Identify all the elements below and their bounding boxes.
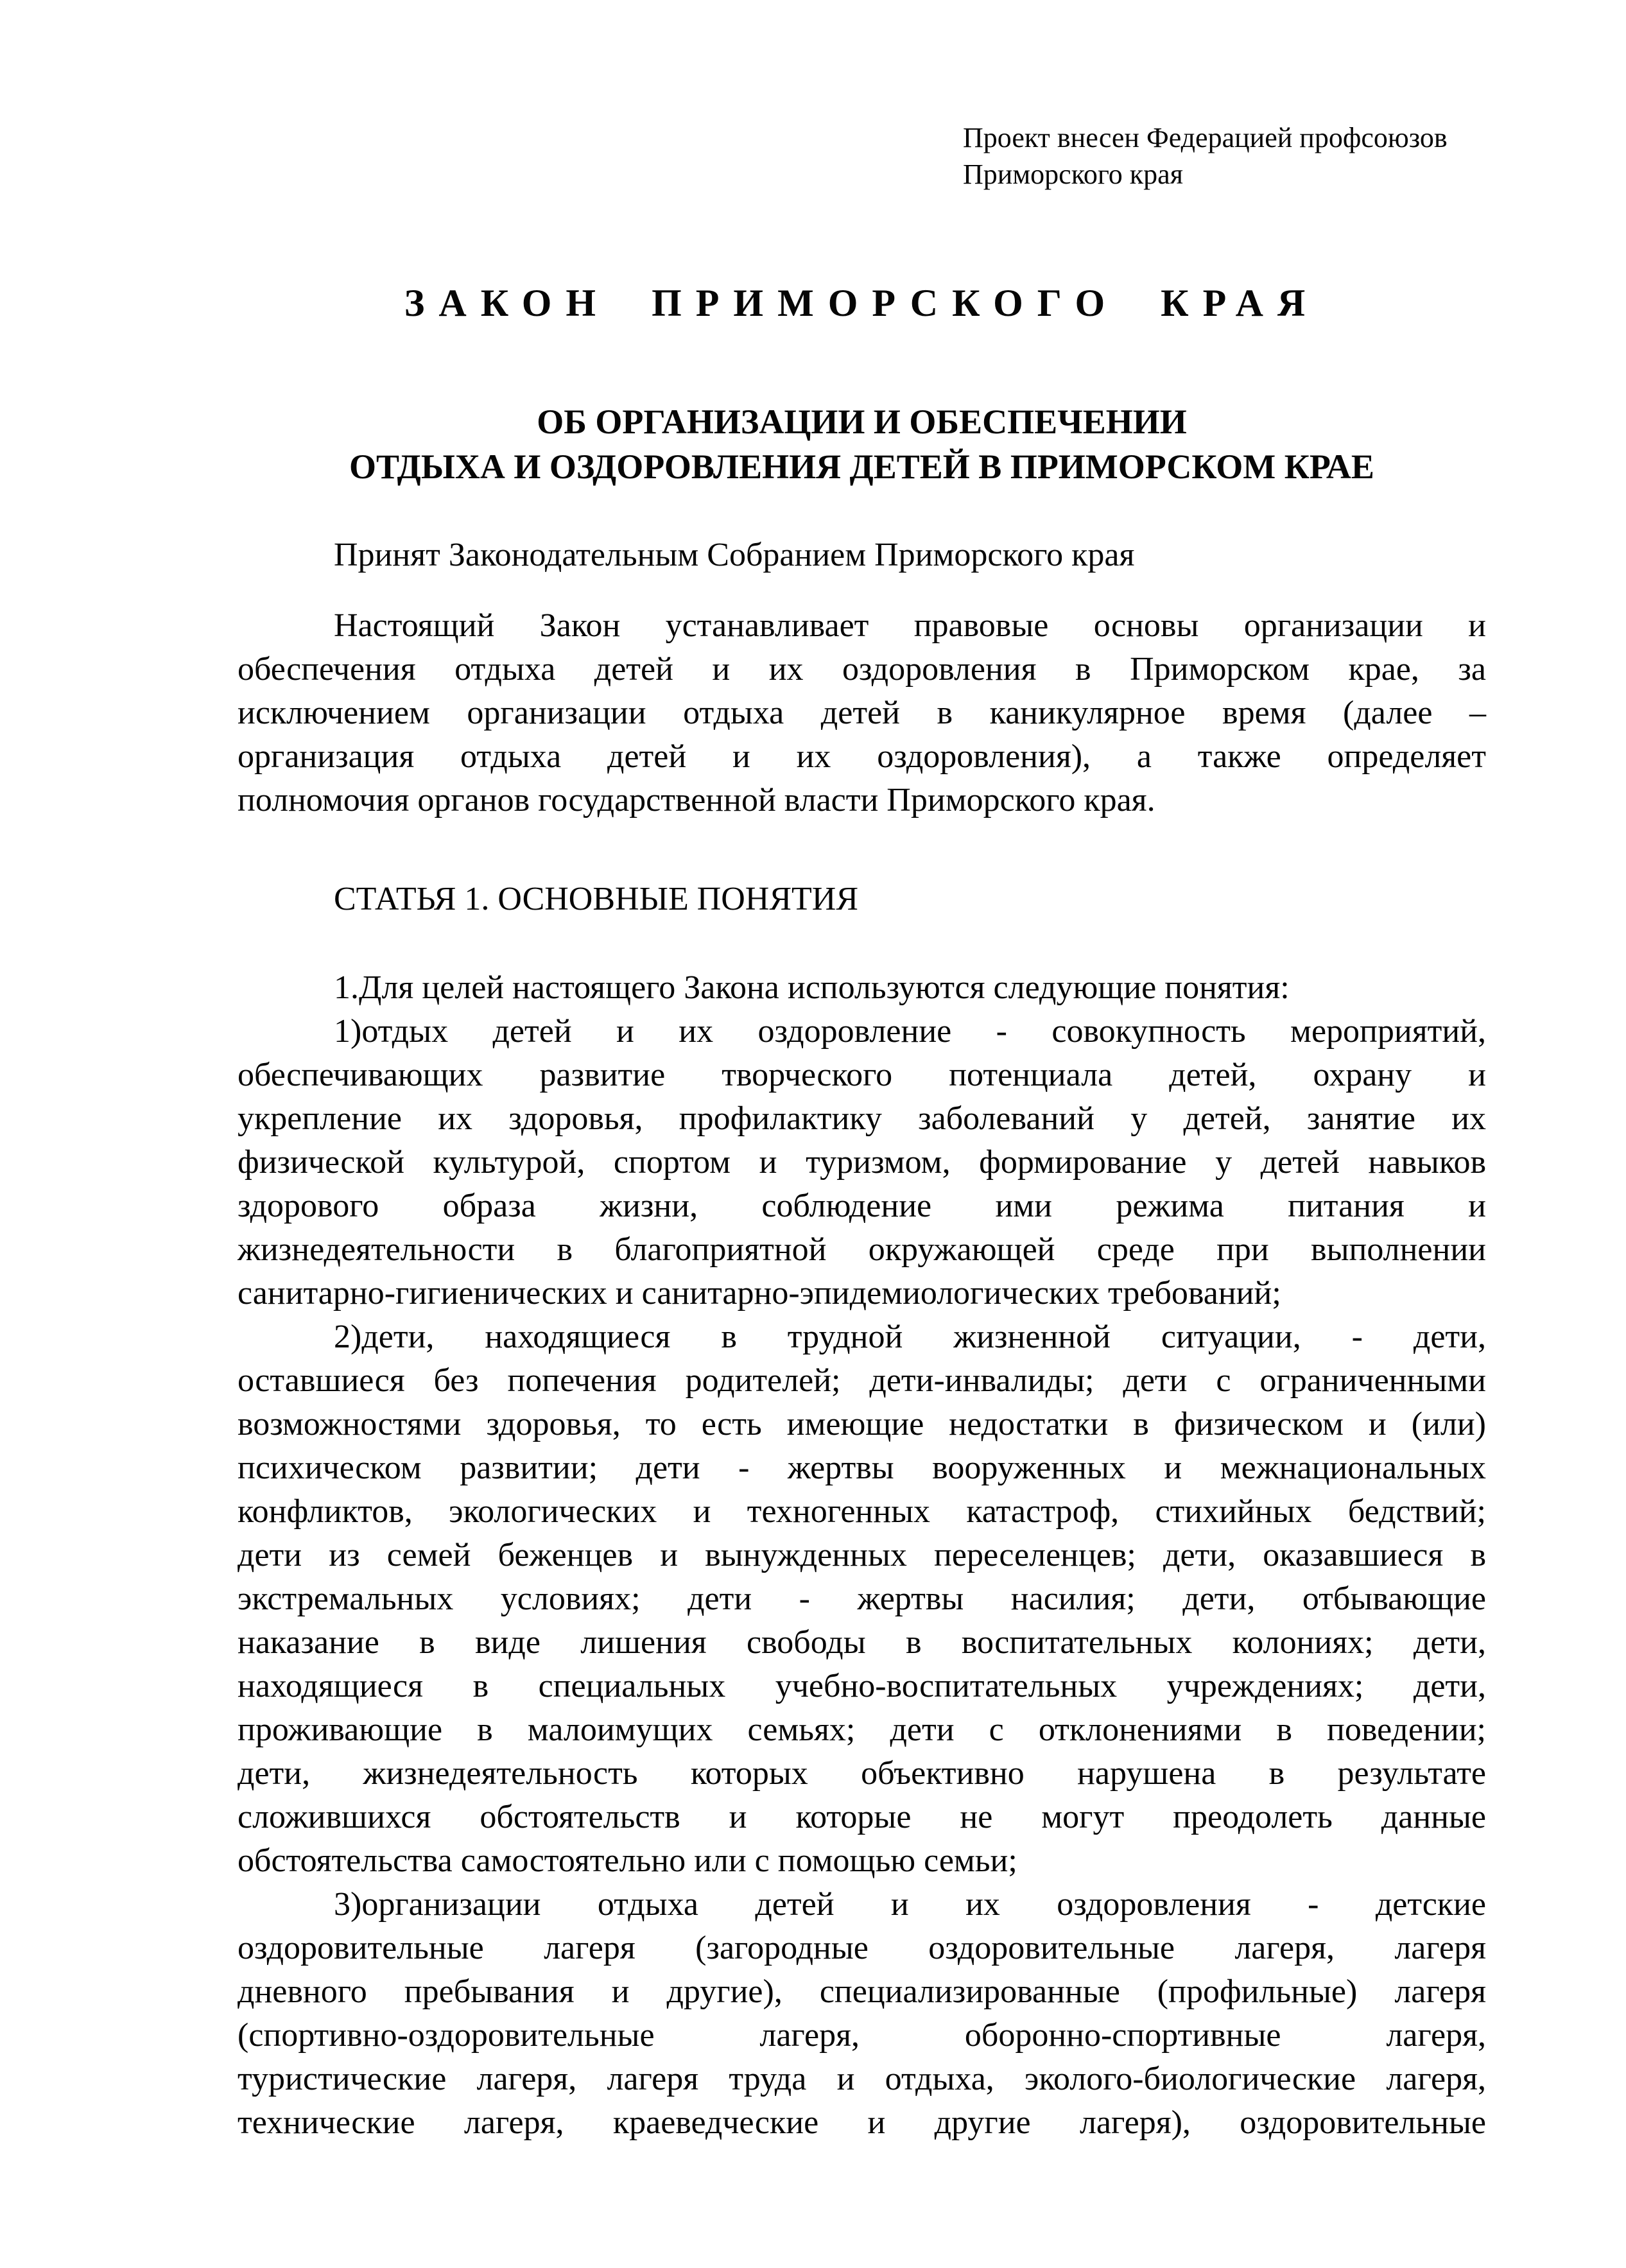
definition-line: обеспечивающих развитие творческого потенциала детей, охрану и bbox=[238, 1057, 1486, 1093]
document-body bbox=[238, 604, 1486, 2145]
document-subtitle-line: ОТДЫХА И ОЗДОРОВЛЕНИЯ ДЕТЕЙ В ПРИМОРСКОМ КРАЕ bbox=[349, 447, 1374, 486]
definition-line: оставшиеся без попечения родителей; дети-инвалиды; дети с ограниченными bbox=[238, 1362, 1486, 1399]
definition-line: экстремальных условиях; дети - жертвы насилия; дети, отбывающие bbox=[238, 1580, 1486, 1617]
adopted-by-line: Принят Законодательным Собранием Приморского края bbox=[334, 537, 1135, 573]
document-subtitle bbox=[238, 399, 1486, 489]
definition-item-2 bbox=[238, 1315, 1486, 1883]
definition-line: дети, жизнедеятельность которых объективно нарушена в результате bbox=[238, 1755, 1486, 1792]
intro-line: обеспечения отдыха детей и их оздоровления в Приморском крае, за bbox=[238, 651, 1486, 688]
intro-line: полномочия органов государственной власти Приморского края. bbox=[238, 782, 1155, 818]
definition-line: наказание в виде лишения свободы в воспитательных колониях; дети, bbox=[238, 1624, 1486, 1661]
definition-line: укрепление их здоровья, профилактику заболеваний у детей, занятие их bbox=[238, 1100, 1486, 1137]
definition-line: (спортивно-оздоровительные лагеря, оборонно-спортивные лагеря, bbox=[238, 2017, 1486, 2054]
definition-line: туристические лагеря, лагеря труда и отдыха, эколого-биологические лагеря, bbox=[238, 2061, 1486, 2097]
definition-line: дневного пребывания и другие), специализированные (профильные) лагеря bbox=[238, 1973, 1486, 2010]
submitter-note-line: Приморского края bbox=[963, 159, 1183, 190]
intro-line: организация отдыха детей и их оздоровления), а также определяет bbox=[238, 738, 1486, 775]
clause-1-intro-line: 1.Для целей настоящего Закона используются следующие понятия: bbox=[334, 969, 1290, 1006]
document-title: ЗАКОН ПРИМОРСКОГО КРАЯ bbox=[404, 282, 1320, 324]
definition-item-1 bbox=[238, 1010, 1486, 1315]
definition-line: здорового образа жизни, соблюдение ими режима питания и bbox=[238, 1188, 1486, 1224]
definition-line: сложившихся обстоятельств и которые не могут преодолеть данные bbox=[238, 1799, 1486, 1835]
definition-line: возможностями здоровья, то есть имеющие недостатки в физическом и (или) bbox=[238, 1406, 1486, 1442]
definition-line: 2)дети, находящиеся в трудной жизненной ситуации, - дети, bbox=[334, 1319, 1486, 1355]
definition-line: дети из семей беженцев и вынужденных переселенцев; дети, оказавшиеся в bbox=[238, 1537, 1486, 1573]
definition-line: находящиеся в специальных учебно-воспитательных учреждениях; дети, bbox=[238, 1668, 1486, 1704]
definition-line: 3)организации отдыха детей и их оздоровления - детские bbox=[334, 1886, 1486, 1923]
submitter-note-line: Проект внесен Федерацией профсоюзов bbox=[963, 122, 1448, 153]
document-subtitle-line: ОБ ОРГАНИЗАЦИИ И ОБЕСПЕЧЕНИИ bbox=[537, 403, 1187, 441]
definition-line: оздоровительные лагеря (загородные оздоровительные лагеря, лагеря bbox=[238, 1930, 1486, 1966]
definition-line: санитарно-гигиенических и санитарно-эпидемиологических требований; bbox=[238, 1275, 1281, 1311]
article-1-heading: СТАТЬЯ 1. ОСНОВНЫЕ ПОНЯТИЯ bbox=[334, 881, 859, 917]
intro-line: Настоящий Закон устанавливает правовые основы организации и bbox=[334, 607, 1486, 644]
definition-item-3 bbox=[238, 1883, 1486, 2145]
intro-paragraph bbox=[238, 604, 1486, 822]
intro-line: исключением организации отдыха детей в каникулярное время (далее – bbox=[238, 695, 1486, 731]
definition-line: физической культурой, спортом и туризмом, формирование у детей навыков bbox=[238, 1144, 1486, 1181]
definition-line: конфликтов, экологических и техногенных катастроф, стихийных бедствий; bbox=[238, 1493, 1486, 1530]
definition-line: 1)отдых детей и их оздоровление - совокупность мероприятий, bbox=[334, 1013, 1486, 1050]
submitter-note bbox=[963, 119, 1515, 193]
definition-line: технические лагеря, краеведческие и другие лагеря), оздоровительные bbox=[238, 2104, 1486, 2141]
definition-line: проживающие в малоимущих семьях; дети с отклонениями в поведении; bbox=[238, 1711, 1486, 1748]
definition-line: психическом развитии; дети - жертвы вооруженных и межнациональных bbox=[238, 1450, 1486, 1486]
definition-line: обстоятельства самостоятельно или с помощью семьи; bbox=[238, 1842, 1017, 1879]
definition-line: жизнедеятельности в благоприятной окружающей среде при выполнении bbox=[238, 1231, 1486, 1268]
